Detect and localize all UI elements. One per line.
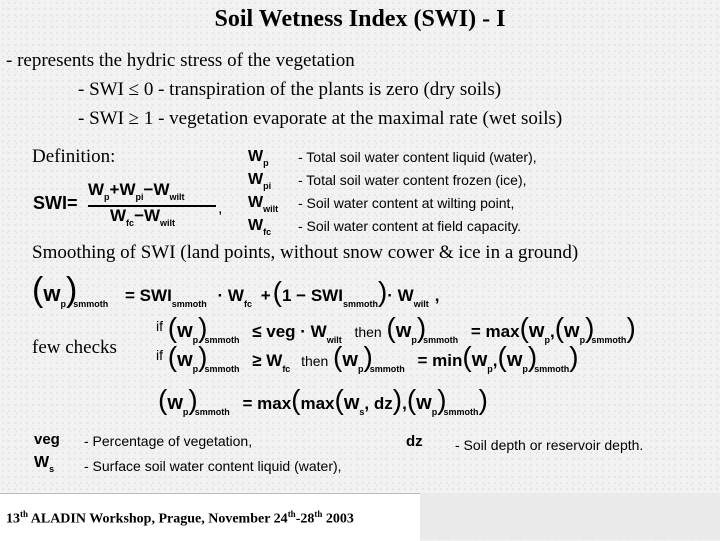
legend-ws-symbol: $W_s$	[34, 454, 55, 474]
bullet-swi-dry: - SWI ≤ 0 - transpiration of the plants is zero (dry soils)	[78, 79, 502, 100]
legend-symbol-wpi: $W_{pi}$	[248, 171, 272, 191]
legend-veg-symbol: veg	[34, 431, 60, 448]
check1-if: if	[156, 318, 163, 334]
legend-symbol-wfc: $W_{fc}$	[248, 217, 272, 237]
swi-formula-numerator: $W_p+W_{pi}-W_{wilt}$	[88, 180, 185, 202]
legend-wfc-text: - Soil water content at field capacity.	[298, 218, 522, 234]
smoothing-equation: $(w_p)_{smmoth} = SWI_{smmoth} \cdot W_{fc} +(1 - SWI_{smmoth})\cdot W_{wilt}$ ,	[32, 271, 440, 309]
legend-ws-text: - Surface soil water content liquid (water),	[84, 458, 342, 474]
definition-label: Definition:	[32, 146, 116, 167]
footer-text: 13th ALADIN Workshop, Prague, November 24th-28th 2003	[6, 509, 354, 527]
check-line-2: $^{if}$ $(w_p)_{smmoth} \ge W_{fc}$ then $(w_p)_{smmoth} = \min(w_p,(w_p)_{smmoth})$	[156, 341, 579, 374]
legend-dz-text: - Soil depth or reservoir depth.	[455, 437, 644, 453]
legend-symbol-wp: $W_p$	[248, 148, 269, 168]
legend-dz-symbol: dz	[406, 433, 423, 450]
check-line-1: $^{if}$ $(w_p)_{smmoth}$ ≤ veg · $W_{wilt}$ then $(w_p)_{smmoth} = \max(w_p,(w_p)_{smmoth})$	[156, 312, 636, 345]
legend-wp-text: - Total soil water content liquid (water),	[298, 149, 537, 165]
legend-wwilt-text: - Soil water content at wilting point,	[298, 195, 515, 211]
legend-wpi-text: - Total soil water content frozen (ice),	[298, 172, 527, 188]
slide-title: Soil Wetness Index (SWI) - I	[214, 6, 506, 32]
swi-formula-denominator: $W_{fc}-W_{wilt}$	[110, 206, 176, 228]
bullet-main: - represents the hydric stress of the vegetation	[6, 50, 355, 71]
bullet-swi-wet: - SWI ≥ 1 - vegetation evaporate at the maximal rate (wet soils)	[78, 108, 563, 129]
legend-veg-text: - Percentage of vegetation,	[84, 433, 253, 449]
swi-formula-lhs: SWI=	[33, 193, 78, 213]
check-line-3: $(w_p)_{smmoth} = \max(\max(w_s$, $dz),(w_p)_{smmoth}$)	[158, 384, 488, 417]
checks-label: few checks	[32, 337, 117, 358]
legend-symbol-wwilt: $W_{wilt}$	[248, 194, 279, 214]
smoothing-heading: Smoothing of SWI (land points, without snow cower & ice in a ground)	[32, 242, 579, 263]
formula-comma: ,	[218, 200, 223, 217]
